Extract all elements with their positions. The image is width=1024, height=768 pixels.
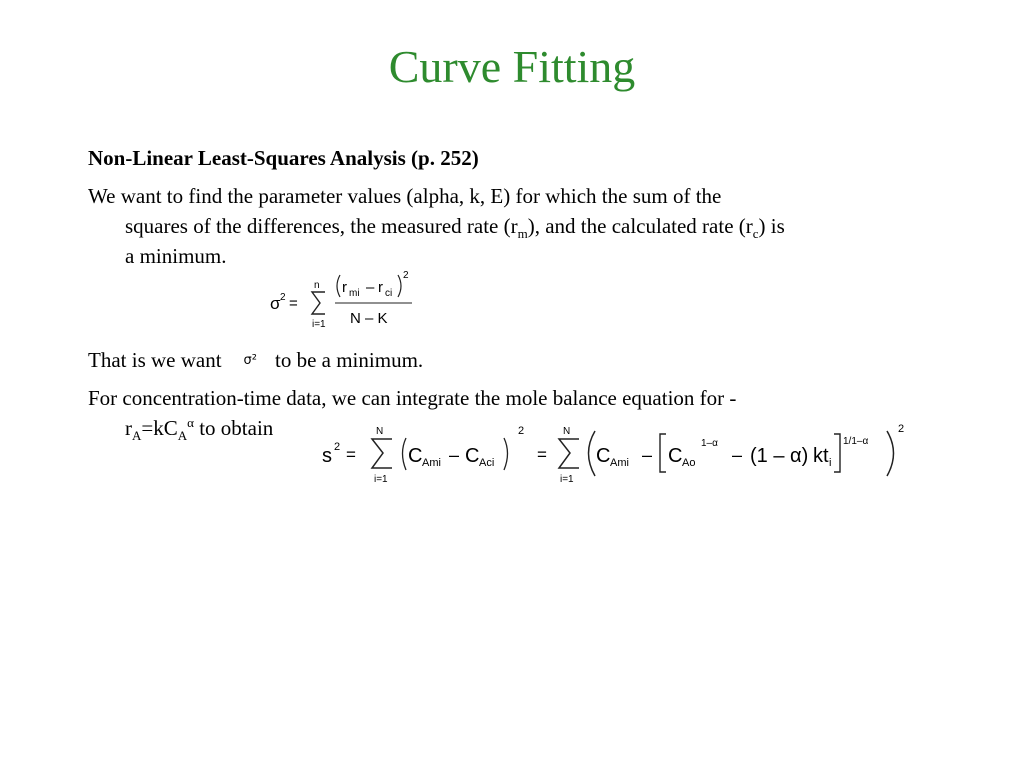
variance-equation xyxy=(270,268,430,338)
superscript: 2 xyxy=(334,441,341,453)
subscript-Ami: Ami xyxy=(422,457,441,469)
text-run: =kC xyxy=(141,416,178,440)
one-minus-alpha: (1 – α) xyxy=(750,445,809,467)
superscript: 2 xyxy=(898,423,905,435)
text-run: That is we want xyxy=(88,348,222,372)
superscript: 2 xyxy=(403,270,409,281)
slide-title: Curve Fitting xyxy=(388,41,636,92)
sum-upper-limit: N xyxy=(376,426,384,437)
s-symbol: s xyxy=(322,445,332,467)
section-heading: Non-Linear Least-Squares Analysis (p. 252) xyxy=(88,146,479,170)
kt-symbol: kt xyxy=(813,445,829,467)
paragraph-minimize xyxy=(88,345,948,376)
sum-upper-limit: N xyxy=(563,426,571,437)
subscript-ci: ci xyxy=(385,288,393,299)
right-paren-icon xyxy=(504,438,508,470)
exponent: 1–α xyxy=(701,438,718,449)
C-symbol: C xyxy=(668,445,683,467)
sum-upper-limit: n xyxy=(314,280,320,291)
superscript-alpha: α xyxy=(187,415,194,430)
right-paren-icon xyxy=(887,431,894,476)
subscript-Ao: Ao xyxy=(682,457,696,469)
minus-sign: – xyxy=(449,445,460,465)
C-symbol: C xyxy=(596,445,611,467)
subscript-A: A xyxy=(177,428,188,444)
equals-sign: = xyxy=(289,295,298,312)
paragraph-line: For concentration-time data, we can integrate the mole balance equation for - xyxy=(88,386,737,410)
sum-lower-limit: i=1 xyxy=(560,474,574,485)
C-symbol: C xyxy=(408,445,423,467)
text-run: ), and the calculated rate (r xyxy=(527,214,753,238)
subscript-m: m xyxy=(517,226,528,242)
text-run: to be a minimum. xyxy=(275,348,424,372)
text-run: to obtain xyxy=(193,416,274,440)
minus-sign: – xyxy=(732,445,743,465)
integrated-rate-equation xyxy=(320,420,920,490)
denominator: N – K xyxy=(350,310,388,327)
summation-icon xyxy=(559,439,579,468)
text-run: r xyxy=(125,416,132,440)
subscript-mi: mi xyxy=(349,288,360,299)
paragraph-line: a minimum. xyxy=(125,244,227,268)
paragraph-objective xyxy=(88,181,948,271)
summation-icon xyxy=(312,292,325,314)
subscript-Aci: Aci xyxy=(479,457,495,469)
left-paren-icon xyxy=(337,275,340,297)
sigma-symbol: σ xyxy=(270,294,281,313)
right-paren-icon xyxy=(398,275,401,297)
paragraph-line xyxy=(88,211,948,241)
summation-icon xyxy=(372,439,392,468)
equals-sign: = xyxy=(537,445,547,464)
inline-sigma-squared: σ² xyxy=(243,353,257,368)
superscript: 2 xyxy=(280,292,286,303)
subscript-c: c xyxy=(752,226,759,242)
equals-sign: = xyxy=(346,445,356,464)
text-run: squares of the differences, the measured rate (r xyxy=(125,214,518,238)
sum-lower-limit: i=1 xyxy=(374,474,388,485)
minus-sign: – xyxy=(366,279,375,296)
C-symbol: C xyxy=(465,445,480,467)
right-bracket-icon xyxy=(834,434,840,472)
subscript-i: i xyxy=(829,457,832,469)
sum-lower-limit: i=1 xyxy=(312,319,326,330)
left-bracket-icon xyxy=(660,434,666,472)
superscript: 2 xyxy=(518,425,525,437)
left-paren-icon xyxy=(589,431,596,476)
text-run: ) is xyxy=(758,214,785,238)
subscript-A: A xyxy=(132,428,142,444)
numerator-r: r xyxy=(342,279,347,296)
paragraph-line: We want to find the parameter values (alpha, k, E) for which the sum of the xyxy=(88,184,722,208)
subscript-Ami: Ami xyxy=(610,457,629,469)
minus-sign: – xyxy=(642,445,653,465)
numerator-r: r xyxy=(378,279,383,296)
exponent: 1/1–α xyxy=(843,436,869,447)
left-paren-icon xyxy=(403,438,407,470)
